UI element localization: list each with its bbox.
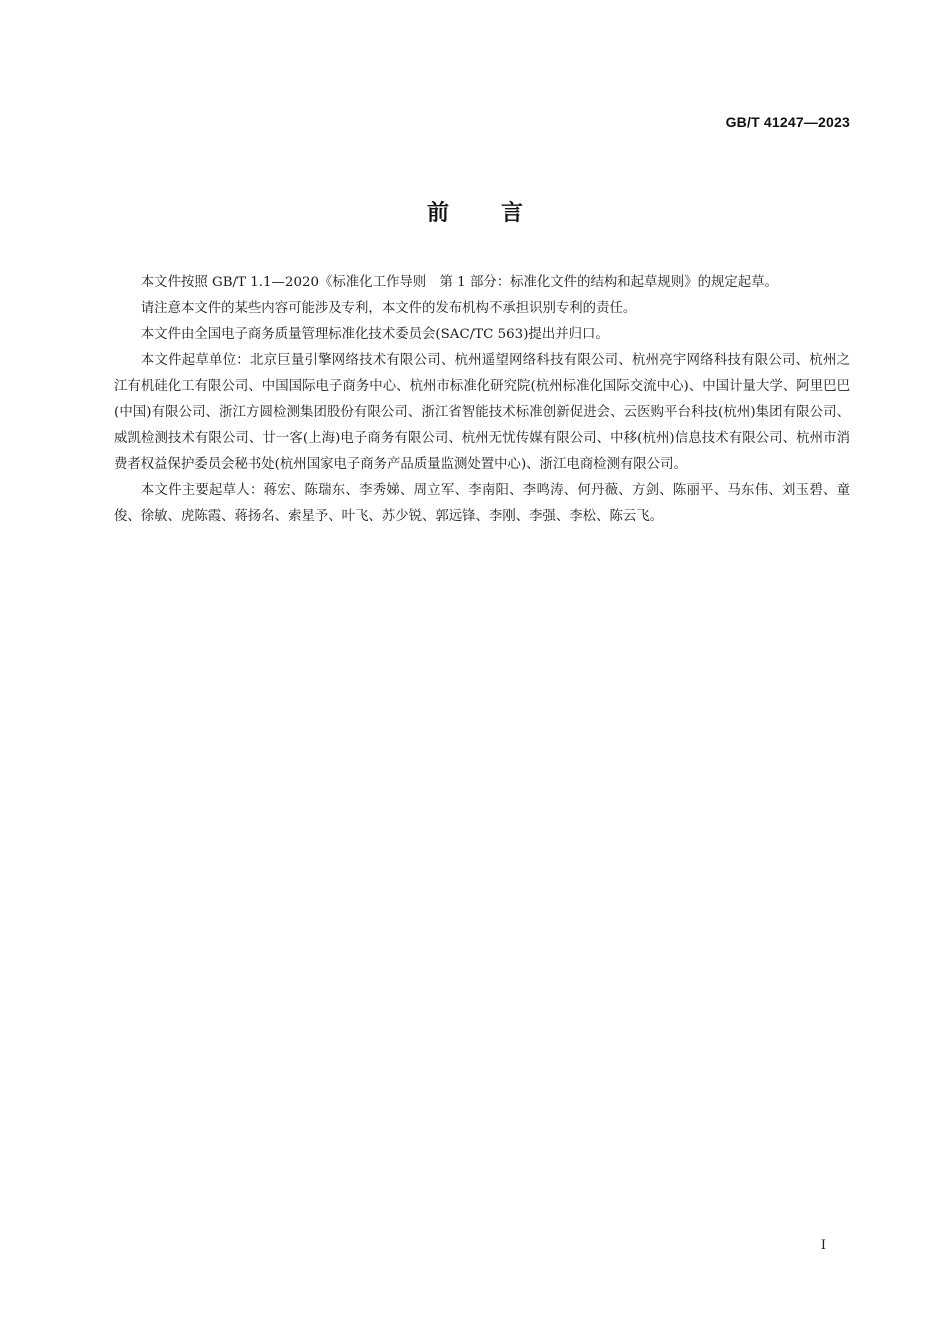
- paragraph-proposer: 本文件由全国电子商务质量管理标准化技术委员会(SAC/TC 563)提出并归口。: [140, 327, 609, 342]
- paragraph-drafting-organizations: 本文件起草单位：北京巨量引擎网络技术有限公司、杭州遥望网络科技有限公司、杭州亮宇网络科技有限公司、杭州之江有机硅化工有限公司、中国国际电子商务中心、杭州市标准化研究院(杭州标准化国际交流中心)、中国计量大学、阿里巴巴(中国)有限公司、浙江方圆检测集团股份有限公司、浙江省智能技术标准创新促进会、云医购平台科技(杭州)集团有限公司、威凯检测技术有限公司、廿一客(上海)电子商务有限公司、杭州无忧传媒有限公司、中移(杭州)信息技术有限公司、杭州市消费者权益保护委员会秘书处(杭州国家电子商务产品质量监测处置中心)、浙江电商检测有限公司。: [114, 353, 850, 472]
- standard-number: GB/T 41247—2023: [725, 114, 850, 130]
- page-title: 前言: [426, 201, 575, 226]
- paragraph-patent-notice: 请注意本文件的某些内容可能涉及专利，本文件的发布机构不承担识别专利的责任。: [140, 301, 637, 316]
- paragraph-drafters: 本文件主要起草人：蒋宏、陈瑞东、李秀娣、周立军、李南阳、李鸣涛、何丹薇、方剑、陈丽平、马东伟、刘玉碧、童俊、徐敏、虎陈霞、蒋扬名、索星予、叶飞、苏少锐、郭远锋、李刚、李强、李松、陈云飞。: [114, 483, 850, 524]
- page-number: I: [820, 1238, 826, 1253]
- document-body: [114, 270, 850, 530]
- paragraph-drafting-rules: 本文件按照 GB/T 1.1—2020《标准化工作导则 第 1 部分：标准化文件的结构和起草规则》的规定起草。: [140, 275, 778, 290]
